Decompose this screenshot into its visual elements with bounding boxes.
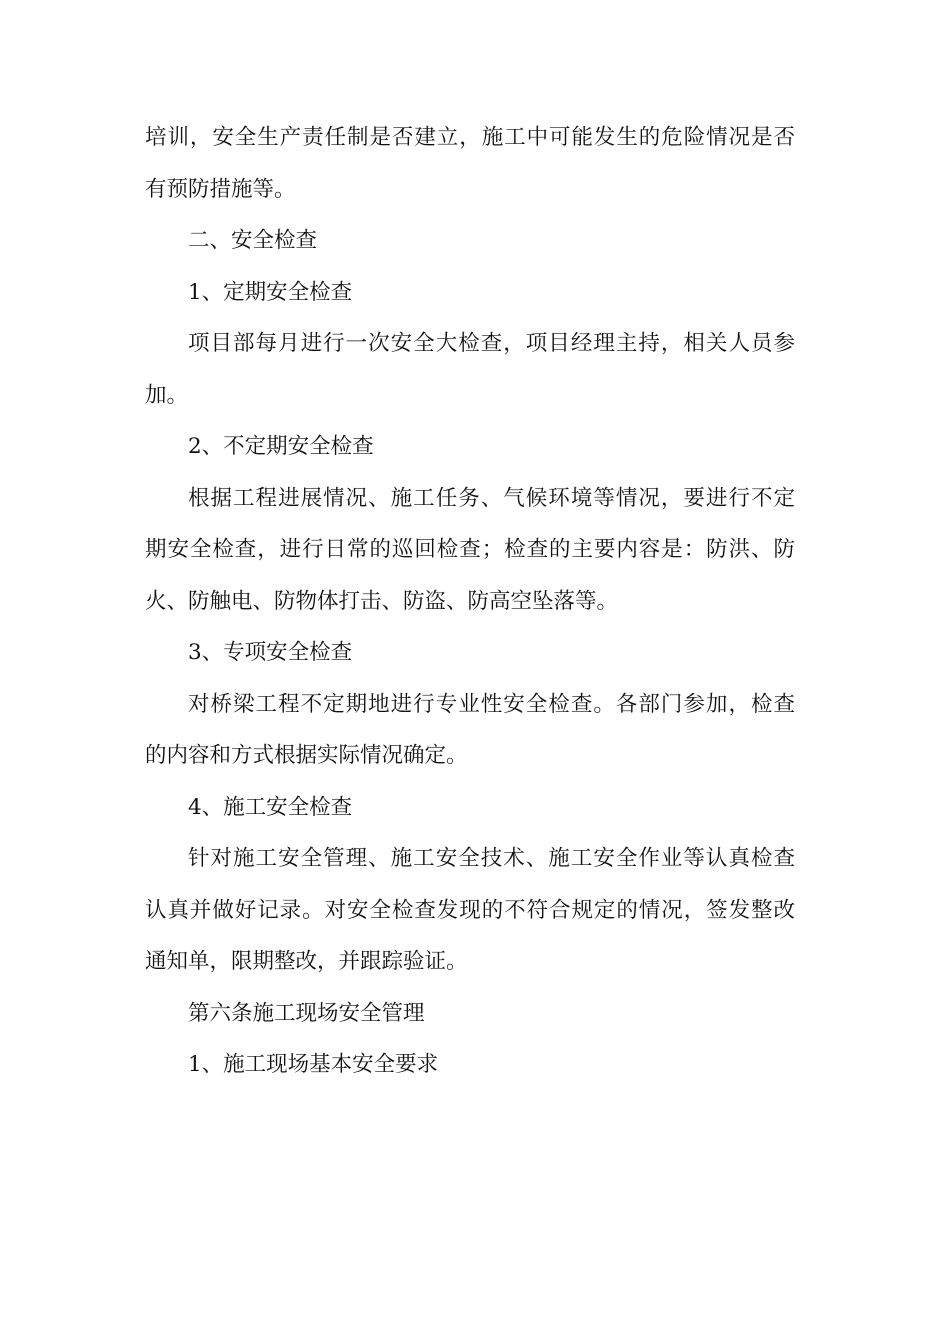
paragraph-line: 的内容和方式根据实际情况确定。 (145, 743, 468, 768)
section-heading: 二、安全检查 (188, 228, 318, 253)
paragraph-line: 根据工程进展情况、施工任务、气候环境等情况，要进行不定 (188, 485, 795, 511)
subsection-heading: 1、施工现场基本安全要求 (188, 1052, 439, 1077)
paragraph-line: 通知单，限期整改，并跟踪验证。 (145, 949, 468, 974)
paragraph-line: 加。 (145, 382, 189, 408)
paragraph-line: 火、防触电、防物体打击、防盗、防高空坠落等。 (145, 588, 619, 614)
subsection-heading: 4、施工安全检查 (188, 794, 353, 820)
paragraph-line: 项目部每月进行一次安全大检查，项目经理主持，相关人员参 (188, 331, 795, 356)
paragraph-line: 认真并做好记录。对安全检查发现的不符合规定的情况，签发整改 (145, 897, 795, 923)
paragraph-line: 对桥梁工程不定期地进行专业性安全检查。各部门参加，检查 (188, 691, 795, 717)
paragraph-line: 针对施工安全管理、施工安全技术、施工安全作业等认真检查 (188, 846, 795, 871)
paragraph-line: 期安全检查，进行日常的巡回检查；检查的主要内容是：防洪、防 (145, 537, 795, 562)
subsection-heading: 1、定期安全检查 (188, 279, 353, 305)
paragraph-line: 有预防措施等。 (145, 176, 296, 202)
paragraph-line: 培训，安全生产责任制是否建立，施工中可能发生的危险情况是否 (145, 125, 795, 150)
document-body (145, 112, 795, 1091)
subsection-heading: 2、不定期安全检查 (188, 434, 374, 459)
article-heading: 第六条施工现场安全管理 (188, 1000, 425, 1026)
subsection-heading: 3、专项安全检查 (188, 640, 353, 665)
